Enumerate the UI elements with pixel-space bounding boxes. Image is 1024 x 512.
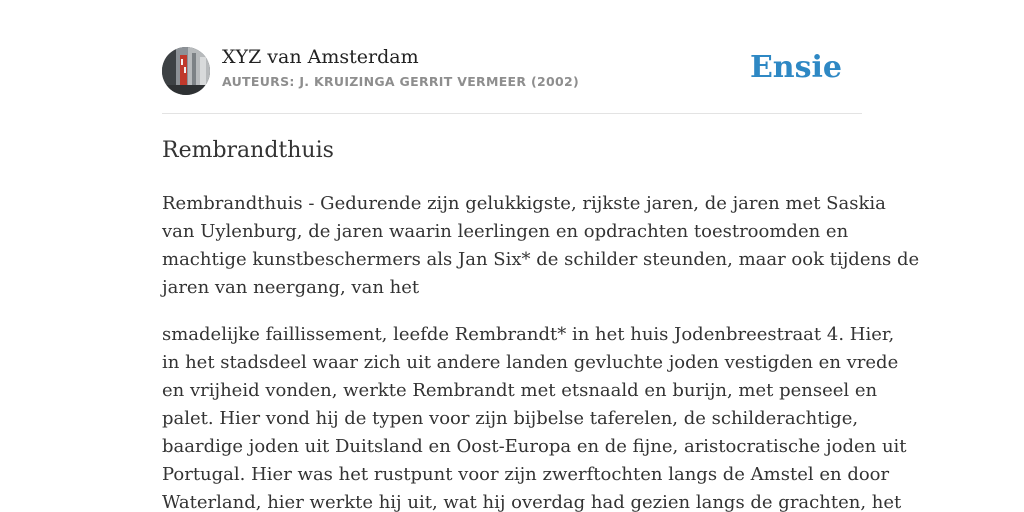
text-line: van Uylenburg, de jaren waarin leerlingen en opdrachten toestroomden en: [162, 221, 849, 242]
source-avatar[interactable]: [162, 47, 210, 95]
ensie-logo[interactable]: Ensie: [749, 50, 842, 85]
source-title[interactable]: XYZ van Amsterdam: [222, 46, 419, 68]
text-line: jaren van neergang, van het: [162, 277, 420, 298]
text-line: machtige kunstbeschermers als Jan Six* de schilder steunden, maar ook tijdens de: [162, 249, 920, 270]
header-divider: [162, 113, 862, 114]
text-line: baardige joden uit Duitsland en Oost-Europa en de fijne, aristocratische joden uit: [162, 436, 907, 457]
text-line: in het stadsdeel waar zich uit andere landen gevluchte joden vestigden en vrede: [162, 352, 899, 373]
source-thumbnail-image: [162, 47, 210, 95]
text-line: palet. Hier vond hij de typen voor zijn bijbelse taferelen, de schilderachtige,: [162, 408, 859, 429]
text-line: Rembrandthuis - Gedurende zijn gelukkigste, rijkste jaren, de jaren met Saskia: [162, 193, 886, 214]
article-body: [162, 190, 920, 512]
paragraph: [162, 190, 920, 302]
article-title: Rembrandthuis: [162, 138, 334, 163]
text-line: Waterland, hier werkte hij uit, wat hij overdag had gezien langs de grachten, het: [162, 492, 902, 512]
text-line: Portugal. Hier was het rustpunt voor zijn zwerftochten langs de Amstel en door: [162, 464, 890, 485]
authors-line: AUTEURS: J. KRUIZINGA GERRIT VERMEER (2002): [222, 74, 579, 89]
text-line: smadelijke faillissement, leefde Rembrandt* in het huis Jodenbreestraat 4. Hier,: [162, 324, 895, 345]
text-line: en vrijheid vonden, werkte Rembrandt met etsnaald en burijn, met penseel en: [162, 380, 878, 401]
paragraph: [162, 321, 907, 512]
source-header: [162, 46, 862, 96]
